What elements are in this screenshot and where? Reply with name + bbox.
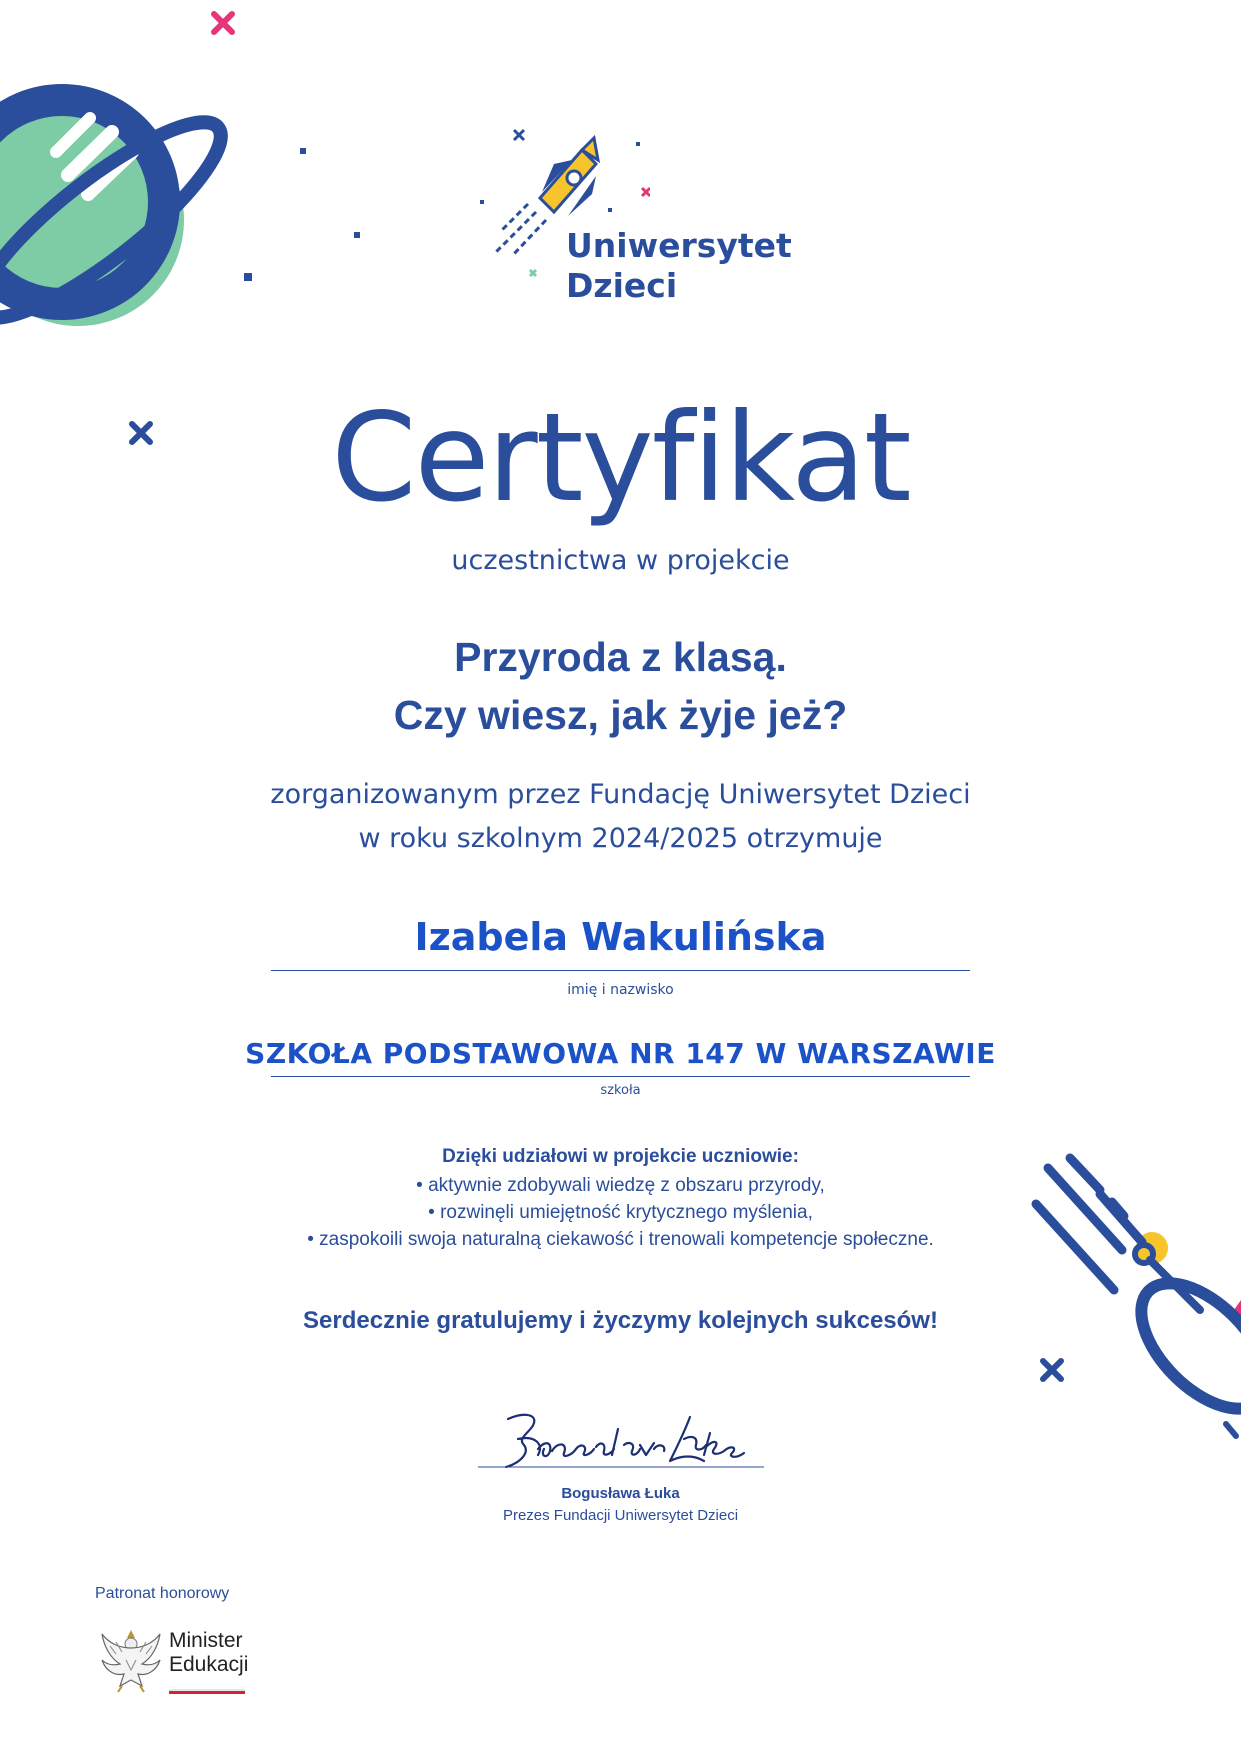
school-divider [271,1076,970,1077]
name-divider [271,970,970,971]
logo-line-1: Uniwersytet [566,226,792,265]
signer-name: Bogusława Łuka [561,1485,680,1502]
ministry-line-1: Minister [169,1629,243,1652]
logo-line-2: Dzieci [566,266,678,305]
organizer-statement [0,773,1241,861]
white-eagle-emblem [98,1624,164,1694]
handwritten-signature [478,1405,768,1485]
star-dot [300,148,306,154]
certificate-subtitle: uczestnictwa w projekcie [451,545,790,576]
organizer-line-2: w roku szkolnym 2024/2025 otrzymuje [358,823,883,854]
ministry-name [169,1629,248,1677]
star-dot [354,232,360,238]
list-item: • zaspokoili swoja naturalną ciekawość i trenowali kompetencje społeczne. [307,1229,934,1250]
star-dot [244,273,252,281]
school-name: SZKOŁA PODSTAWOWA NR 147 W WARSZAWIE [245,1037,996,1070]
planet-icon [0,70,230,350]
name-caption: imię i nazwisko [567,982,674,998]
recipient-name: Izabela Wakulińska [414,915,827,959]
list-item: • aktywnie zdobywali wiedzę z obszaru przyrody, [416,1175,825,1196]
logo-wordmark [566,226,792,306]
satellite-icon [1030,1150,1241,1450]
project-title-line-1: Przyroda z klasą. [454,634,787,680]
project-title [0,628,1241,744]
school-caption: szkoła [600,1083,641,1098]
list-item: • rozwinęli umiejętność krytycznego myślenia, [428,1202,813,1223]
certificate-title: Certyfikat [331,387,910,529]
outcomes-heading: Dzięki udziałowi w projekcie uczniowie: [442,1146,799,1167]
patronage-label: Patronat honorowy [95,1585,230,1602]
signer-role: Prezes Fundacji Uniwersytet Dzieci [502,1507,739,1524]
flag-stripe [169,1689,245,1694]
ministry-line-2: Edukacji [169,1653,249,1676]
project-title-line-2: Czy wiesz, jak żyje jeż? [393,692,848,738]
star-cross-icon [210,10,236,36]
organizer-line-1: zorganizowanym przez Fundację Uniwersytet Dzieci [270,779,971,810]
congratulations: Serdecznie gratulujemy i życzymy kolejnych sukcesów! [303,1307,938,1334]
